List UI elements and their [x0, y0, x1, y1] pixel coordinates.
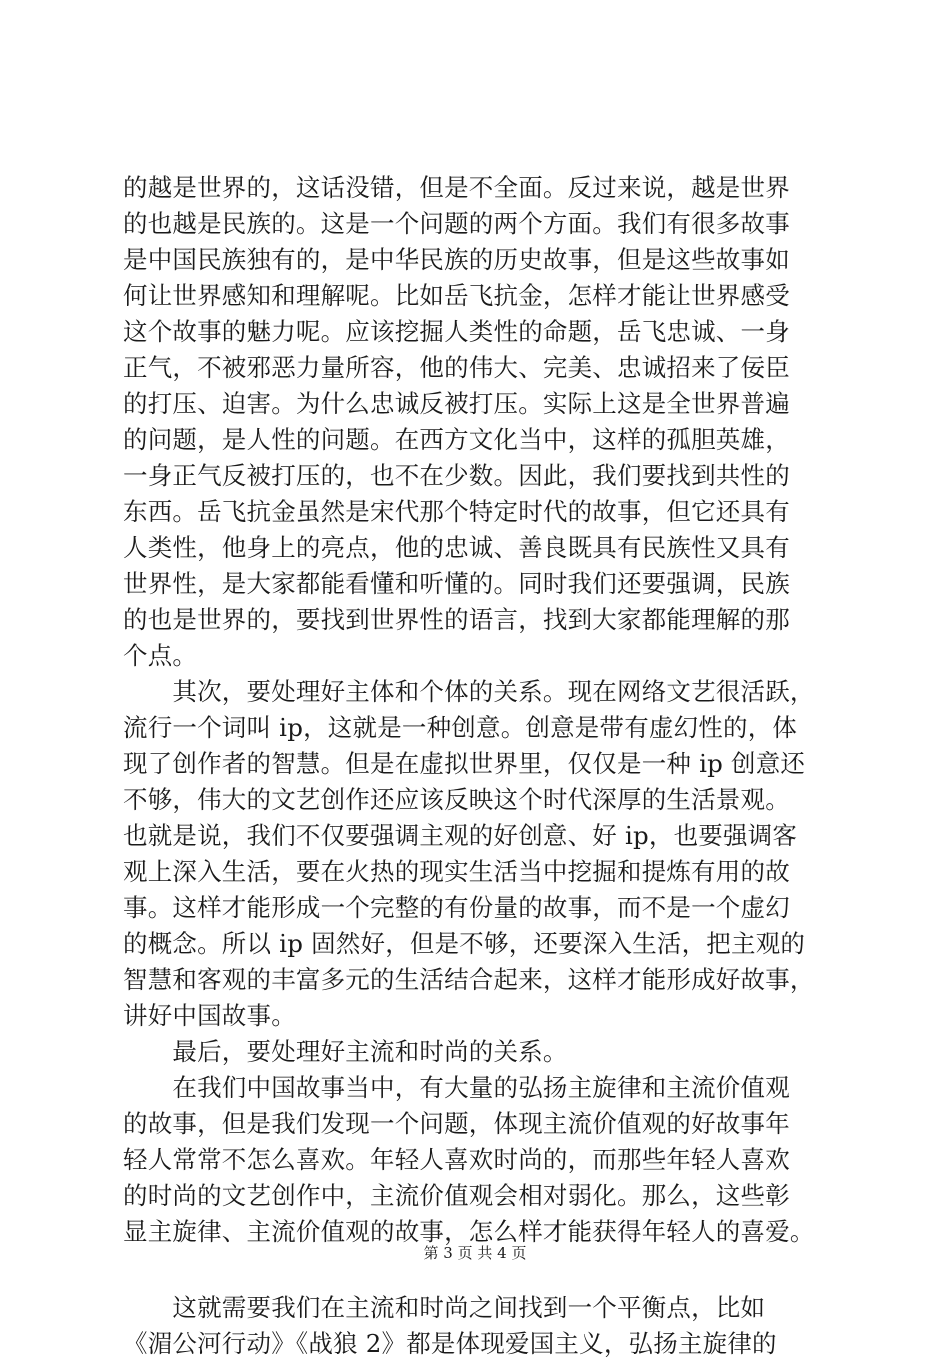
- text-line: 的时尚的文艺创作中，主流价值观会相对弱化。那么，这些彰: [123, 1181, 790, 1210]
- text-line: 的故事，但是我们发现一个问题，体现主流价值观的好故事年: [123, 1109, 790, 1138]
- text-line: 《湄公河行动》《战狼 2》都是体现爱国主义，弘扬主旋律的: [123, 1329, 777, 1358]
- text-line: 这就需要我们在主流和时尚之间找到一个平衡点，比如: [123, 1293, 766, 1322]
- text-line: 何让世界感知和理解呢。比如岳飞抗金，怎样才能让世界感受: [123, 281, 790, 310]
- text-line: 也就是说，我们不仅要强调主观的好创意、好 ip，也要强调客: [123, 821, 798, 850]
- text-line: 这个故事的魅力呢。应该挖掘人类性的命题，岳飞忠诚、一身: [123, 317, 790, 346]
- text-line: 不够，伟大的文艺创作还应该反映这个时代深厚的生活景观。: [123, 785, 790, 814]
- text-line: 的打压、迫害。为什么忠诚反被打压。实际上这是全世界普遍: [123, 389, 790, 418]
- text-line: 的也越是民族的。这是一个问题的两个方面。我们有很多故事: [123, 209, 790, 238]
- text-line: 是中国民族独有的，是中华民族的历史故事，但是这些故事如: [123, 245, 790, 274]
- text-line: 正气，不被邪恶力量所容，他的伟大、完美、忠诚招来了佞臣: [123, 353, 790, 382]
- body-text: [123, 170, 843, 1362]
- text-line: 轻人常常不怎么喜欢。年轻人喜欢时尚的，而那些年轻人喜欢: [123, 1145, 790, 1174]
- text-line: 观上深入生活，要在火热的现实生活当中挖掘和提炼有用的故: [123, 857, 790, 886]
- text-line: 其次，要处理好主体和个体的关系。现在网络文艺很活跃，: [123, 677, 815, 706]
- text-line: 现了创作者的智慧。但是在虚拟世界里，仅仅是一种 ip 创意还: [123, 749, 806, 778]
- text-line: 个点。: [123, 641, 198, 670]
- text-line: 的越是世界的，这话没错，但是不全面。反过来说，越是世界: [123, 173, 790, 202]
- text-line: 的概念。所以 ip 固然好，但是不够，还要深入生活，把主观的: [123, 929, 806, 958]
- text-line: 显主旋律、主流价值观的故事，怎么样才能获得年轻人的喜爱。: [123, 1217, 815, 1246]
- text-line: 的也是世界的，要找到世界性的语言，找到大家都能理解的那: [123, 605, 790, 634]
- text-line: 一身正气反被打压的，也不在少数。因此，我们要找到共性的: [123, 461, 790, 490]
- text-line: 事。这样才能形成一个完整的有份量的故事，而不是一个虚幻: [123, 893, 790, 922]
- text-line: 智慧和客观的丰富多元的生活结合起来，这样才能形成好故事，: [123, 965, 815, 994]
- text-line: 的问题，是人性的问题。在西方文化当中，这样的孤胆英雄，: [123, 425, 790, 454]
- text-line: 在我们中国故事当中，有大量的弘扬主旋律和主流价值观: [123, 1073, 790, 1102]
- text-line: 最后，要处理好主流和时尚的关系。: [123, 1037, 568, 1066]
- text-line: 讲好中国故事。: [123, 1001, 296, 1030]
- page-number-footer: 第 3 页 共 4 页: [423, 1244, 527, 1262]
- text-line: 东西。岳飞抗金虽然是宋代那个特定时代的故事，但它还具有: [123, 497, 790, 526]
- text-line: 流行一个词叫 ip，这就是一种创意。创意是带有虚幻性的，体: [123, 713, 798, 742]
- text-line: 世界性，是大家都能看懂和听懂的。同时我们还要强调，民族: [123, 569, 790, 598]
- text-line: 人类性，他身上的亮点，他的忠诚、善良既具有民族性又具有: [123, 533, 790, 562]
